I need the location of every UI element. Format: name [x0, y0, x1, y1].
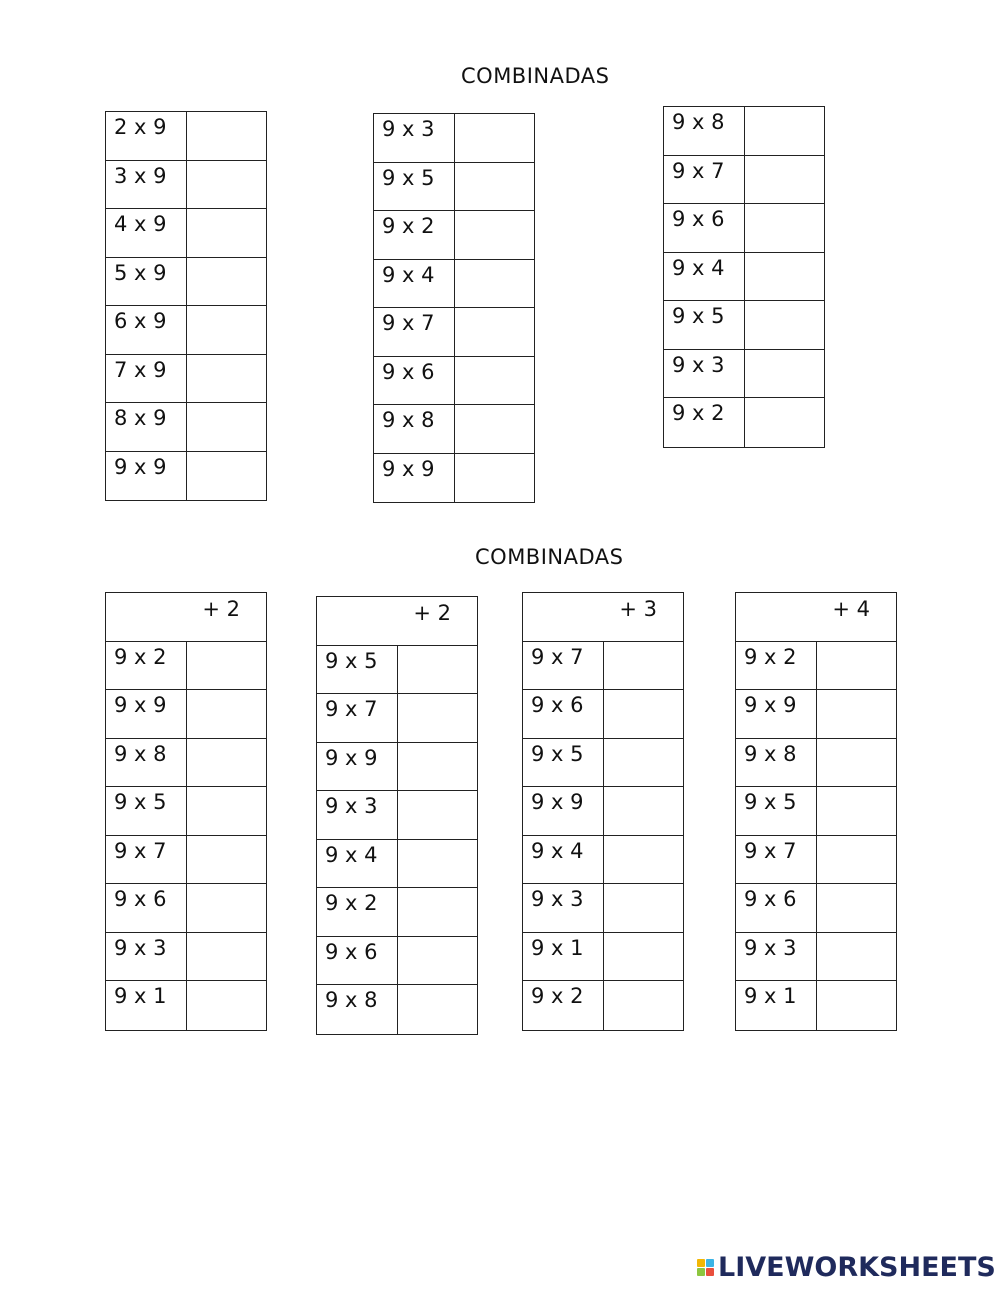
- answer-input[interactable]: [749, 208, 820, 248]
- question-label: 9 x 3: [374, 114, 455, 162]
- question-label: 9 x 4: [664, 253, 745, 301]
- table-s2-2: [316, 596, 478, 1035]
- question-label: 9 x 6: [317, 937, 398, 985]
- question-label: 6 x 9: [106, 306, 187, 354]
- question-label: 9 x 2: [106, 642, 187, 690]
- logo-block: [697, 1259, 705, 1267]
- table-row: [664, 398, 824, 447]
- table-row: [523, 787, 683, 836]
- answer-input[interactable]: [459, 118, 530, 158]
- header-label: + 3: [619, 597, 657, 621]
- answer-input[interactable]: [191, 262, 262, 302]
- answer-input[interactable]: [191, 694, 262, 734]
- table-row: [317, 743, 477, 792]
- answer-input[interactable]: [608, 791, 679, 831]
- answer-input[interactable]: [191, 985, 262, 1026]
- table-row: [106, 787, 266, 836]
- answer-input[interactable]: [821, 985, 892, 1026]
- question-label: 9 x 2: [523, 981, 604, 1030]
- table-row: [106, 739, 266, 788]
- table-row: [106, 981, 266, 1030]
- question-label: 9 x 7: [317, 694, 398, 742]
- answer-input[interactable]: [749, 160, 820, 200]
- table-row: [106, 836, 266, 885]
- header-label: + 2: [413, 601, 451, 625]
- answer-input[interactable]: [402, 795, 473, 835]
- answer-input[interactable]: [191, 456, 262, 497]
- table-row: [106, 403, 266, 452]
- question-label: 9 x 1: [523, 933, 604, 981]
- logo-text: LIVEWORKSHEETS: [718, 1252, 996, 1283]
- question-label: 9 x 2: [664, 398, 745, 447]
- answer-input[interactable]: [191, 840, 262, 880]
- answer-input[interactable]: [191, 937, 262, 977]
- answer-input[interactable]: [608, 743, 679, 783]
- table-row: [106, 452, 266, 501]
- logo-block: [706, 1268, 714, 1276]
- table-row: [374, 308, 534, 357]
- question-label: 9 x 6: [664, 204, 745, 252]
- question-label: 9 x 3: [106, 933, 187, 981]
- table-row: [523, 884, 683, 933]
- answer-input[interactable]: [402, 941, 473, 981]
- logo-block: [697, 1268, 705, 1276]
- section1-title: COMBINADAS: [461, 64, 610, 88]
- answer-input[interactable]: [191, 888, 262, 928]
- answer-input[interactable]: [191, 359, 262, 399]
- table-row: [664, 301, 824, 350]
- question-label: 9 x 3: [736, 933, 817, 981]
- table-s1-2: [373, 113, 535, 503]
- answer-input[interactable]: [608, 694, 679, 734]
- table-row: [106, 884, 266, 933]
- question-label: 9 x 9: [106, 690, 187, 738]
- question-label: 9 x 7: [736, 836, 817, 884]
- header-label: + 4: [832, 597, 870, 621]
- answer-input[interactable]: [608, 840, 679, 880]
- table-row: [106, 690, 266, 739]
- table-row: [317, 937, 477, 986]
- table-row: [106, 258, 266, 307]
- answer-input[interactable]: [459, 458, 530, 499]
- question-label: 9 x 9: [736, 690, 817, 738]
- question-label: 9 x 5: [664, 301, 745, 349]
- question-label: 9 x 4: [374, 260, 455, 308]
- table-row: [317, 840, 477, 889]
- question-label: 9 x 5: [374, 163, 455, 211]
- question-label: 9 x 5: [523, 739, 604, 787]
- question-label: 9 x 5: [317, 646, 398, 694]
- question-label: 9 x 8: [664, 107, 745, 155]
- table-s1-3: [663, 106, 825, 448]
- question-label: 9 x 4: [523, 836, 604, 884]
- question-label: 9 x 4: [317, 840, 398, 888]
- answer-input[interactable]: [191, 791, 262, 831]
- answer-input[interactable]: [459, 264, 530, 304]
- answer-input[interactable]: [749, 305, 820, 345]
- table-row: [736, 739, 896, 788]
- table-row: [523, 642, 683, 691]
- table-header: [736, 593, 896, 642]
- answer-input[interactable]: [608, 646, 679, 686]
- answer-input[interactable]: [402, 892, 473, 932]
- question-label: 8 x 9: [106, 403, 187, 451]
- table-row: [523, 933, 683, 982]
- question-label: 9 x 5: [106, 787, 187, 835]
- table-row: [736, 836, 896, 885]
- question-label: 9 x 7: [106, 836, 187, 884]
- table-s1-1: [105, 111, 267, 501]
- answer-input[interactable]: [191, 743, 262, 783]
- answer-input[interactable]: [402, 650, 473, 690]
- table-row: [106, 306, 266, 355]
- table-row: [374, 357, 534, 406]
- question-label: 9 x 8: [736, 739, 817, 787]
- answer-input[interactable]: [608, 937, 679, 977]
- table-row: [736, 787, 896, 836]
- question-label: 9 x 1: [736, 981, 817, 1030]
- question-label: 9 x 8: [374, 405, 455, 453]
- table-row: [317, 694, 477, 743]
- question-label: 4 x 9: [106, 209, 187, 257]
- table-row: [523, 739, 683, 788]
- answer-input[interactable]: [821, 791, 892, 831]
- table-header: [106, 593, 266, 642]
- liveworksheets-logo-icon: [697, 1259, 714, 1276]
- answer-input[interactable]: [191, 165, 262, 205]
- answer-input[interactable]: [749, 111, 820, 151]
- question-label: 9 x 2: [374, 211, 455, 259]
- table-row: [317, 791, 477, 840]
- answer-input[interactable]: [821, 743, 892, 783]
- table-row: [374, 114, 534, 163]
- table-header: [317, 597, 477, 646]
- table-row: [736, 642, 896, 691]
- question-label: 9 x 8: [317, 985, 398, 1034]
- table-row: [736, 981, 896, 1030]
- answer-input[interactable]: [459, 312, 530, 352]
- table-row: [317, 646, 477, 695]
- question-label: 9 x 7: [523, 642, 604, 690]
- table-row: [106, 933, 266, 982]
- table-row: [317, 985, 477, 1034]
- answer-input[interactable]: [821, 646, 892, 686]
- answer-input[interactable]: [749, 354, 820, 394]
- question-label: 9 x 9: [523, 787, 604, 835]
- question-label: 9 x 8: [106, 739, 187, 787]
- answer-input[interactable]: [191, 310, 262, 350]
- question-label: 9 x 6: [374, 357, 455, 405]
- answer-input[interactable]: [459, 361, 530, 401]
- table-row: [374, 454, 534, 503]
- question-label: 9 x 3: [664, 350, 745, 398]
- table-row: [374, 405, 534, 454]
- table-row: [106, 642, 266, 691]
- table-header: [523, 593, 683, 642]
- section2-title: COMBINADAS: [475, 545, 624, 569]
- question-label: 9 x 5: [736, 787, 817, 835]
- question-label: 9 x 6: [736, 884, 817, 932]
- answer-input[interactable]: [459, 167, 530, 207]
- table-row: [736, 933, 896, 982]
- table-row: [736, 690, 896, 739]
- answer-input[interactable]: [608, 985, 679, 1026]
- question-label: 5 x 9: [106, 258, 187, 306]
- answer-input[interactable]: [821, 840, 892, 880]
- question-label: 9 x 9: [106, 452, 187, 501]
- logo-block: [706, 1259, 714, 1267]
- liveworksheets-logo[interactable]: [697, 1252, 996, 1283]
- table-row: [664, 156, 824, 205]
- question-label: 9 x 2: [317, 888, 398, 936]
- answer-input[interactable]: [191, 646, 262, 686]
- table-row: [106, 112, 266, 161]
- table-s2-4: [735, 592, 897, 1031]
- table-row: [664, 204, 824, 253]
- answer-input[interactable]: [608, 888, 679, 928]
- table-row: [106, 209, 266, 258]
- answer-input[interactable]: [402, 989, 473, 1030]
- answer-input[interactable]: [459, 409, 530, 449]
- answer-input[interactable]: [402, 747, 473, 787]
- table-row: [664, 107, 824, 156]
- answer-input[interactable]: [821, 937, 892, 977]
- question-label: 9 x 2: [736, 642, 817, 690]
- answer-input[interactable]: [191, 407, 262, 447]
- question-label: 9 x 6: [106, 884, 187, 932]
- table-row: [736, 884, 896, 933]
- header-label: + 2: [202, 597, 240, 621]
- answer-input[interactable]: [191, 213, 262, 253]
- answer-input[interactable]: [402, 844, 473, 884]
- answer-input[interactable]: [191, 116, 262, 156]
- question-label: 9 x 9: [317, 743, 398, 791]
- table-row: [106, 161, 266, 210]
- answer-input[interactable]: [459, 215, 530, 255]
- table-row: [523, 981, 683, 1030]
- table-row: [317, 888, 477, 937]
- question-label: 9 x 7: [664, 156, 745, 204]
- table-row: [664, 350, 824, 399]
- question-label: 9 x 3: [523, 884, 604, 932]
- answer-input[interactable]: [821, 694, 892, 734]
- table-row: [523, 690, 683, 739]
- answer-input[interactable]: [402, 698, 473, 738]
- answer-input[interactable]: [821, 888, 892, 928]
- question-label: 9 x 1: [106, 981, 187, 1030]
- question-label: 9 x 6: [523, 690, 604, 738]
- question-label: 3 x 9: [106, 161, 187, 209]
- table-row: [374, 260, 534, 309]
- table-row: [374, 163, 534, 212]
- question-label: 9 x 9: [374, 454, 455, 503]
- answer-input[interactable]: [749, 402, 820, 443]
- question-label: 7 x 9: [106, 355, 187, 403]
- question-label: 2 x 9: [106, 112, 187, 160]
- table-row: [106, 355, 266, 404]
- table-row: [664, 253, 824, 302]
- table-row: [374, 211, 534, 260]
- table-row: [523, 836, 683, 885]
- question-label: 9 x 3: [317, 791, 398, 839]
- table-s2-3: [522, 592, 684, 1031]
- answer-input[interactable]: [749, 257, 820, 297]
- table-s2-1: [105, 592, 267, 1031]
- question-label: 9 x 7: [374, 308, 455, 356]
